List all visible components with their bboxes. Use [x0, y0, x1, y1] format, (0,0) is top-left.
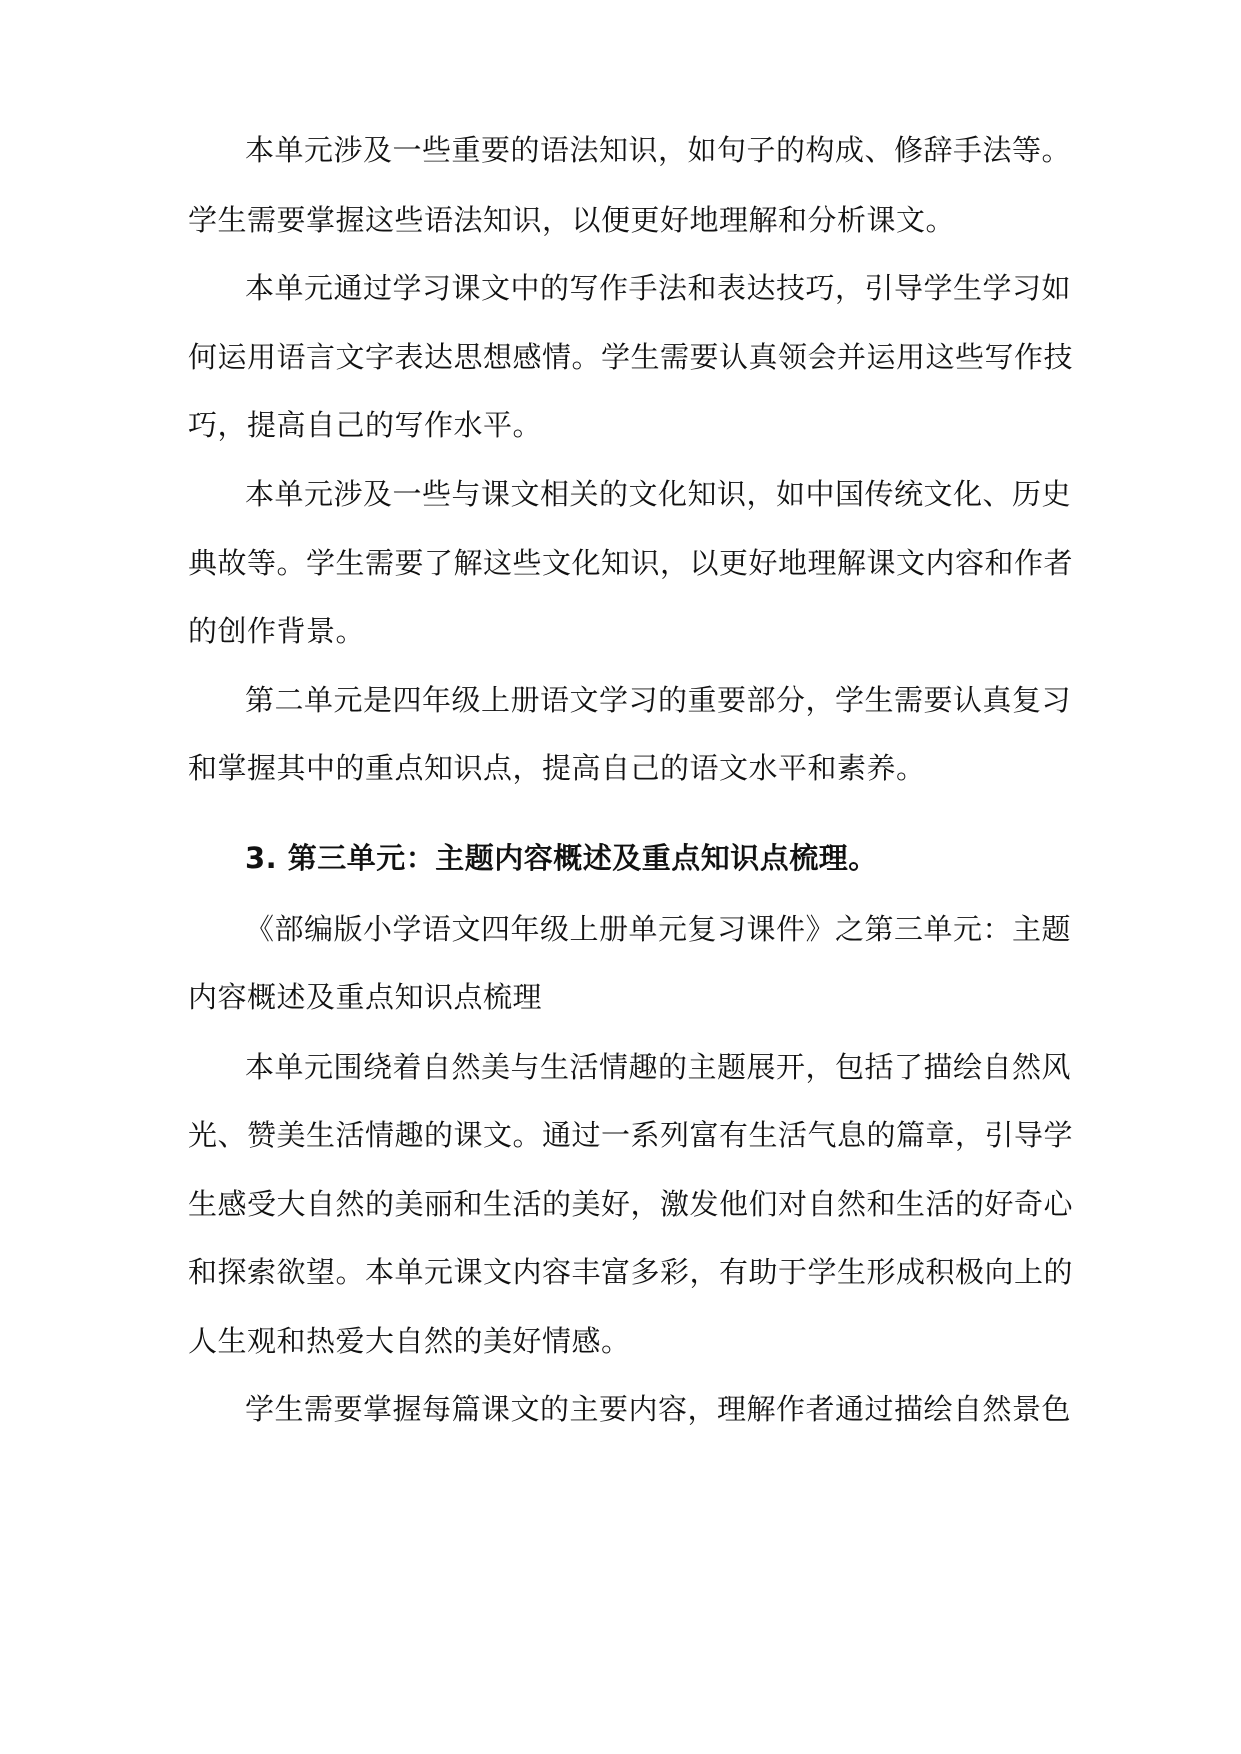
- paragraph-culture-line-1: 本单元涉及一些与课文相关的文化知识，如中国传统文化、历史: [245, 477, 1072, 511]
- paragraph-theme-line-5: 人生观和热爱大自然的美好情感。: [188, 1324, 631, 1358]
- paragraph-intro-line-2: 内容概述及重点知识点梳理: [188, 980, 543, 1014]
- paragraph-intro-line-1: 《部编版小学语文四年级上册单元复习课件》之第三单元：主题: [245, 912, 1072, 946]
- paragraph-writing-line-3: 巧，提高自己的写作水平。: [188, 408, 543, 442]
- paragraph-theme-line-2: 光、赞美生活情趣的课文。通过一系列富有生活气息的篇章，引导学: [188, 1118, 1074, 1152]
- paragraph-theme-line-1: 本单元围绕着自然美与生活情趣的主题展开，包括了描绘自然风: [245, 1050, 1072, 1084]
- paragraph-grammar-line-2: 学生需要掌握这些语法知识，以便更好地理解和分析课文。: [188, 203, 956, 237]
- paragraph-summary-line-1: 第二单元是四年级上册语文学习的重要部分，学生需要认真复习: [245, 683, 1072, 717]
- paragraph-writing-line-2: 何运用语言文字表达思想感情。学生需要认真领会并运用这些写作技: [188, 340, 1074, 374]
- paragraph-culture-line-3: 的创作背景。: [188, 614, 366, 648]
- paragraph-theme-line-3: 生感受大自然的美丽和生活的美好，激发他们对自然和生活的好奇心: [188, 1187, 1074, 1221]
- paragraph-writing-line-1: 本单元通过学习课文中的写作手法和表达技巧，引导学生学习如: [245, 271, 1072, 305]
- section-heading: 3. 第三单元：主题内容概述及重点知识点梳理。: [245, 841, 878, 875]
- paragraph-summary-line-2: 和掌握其中的重点知识点，提高自己的语文水平和素养。: [188, 751, 926, 785]
- paragraph-culture-line-2: 典故等。学生需要了解这些文化知识，以更好地理解课文内容和作者: [188, 546, 1074, 580]
- paragraph-mastery-line-1: 学生需要掌握每篇课文的主要内容，理解作者通过描绘自然景色: [245, 1392, 1072, 1426]
- paragraph-grammar-line-1: 本单元涉及一些重要的语法知识，如句子的构成、修辞手法等。: [245, 133, 1072, 167]
- paragraph-theme-line-4: 和探索欲望。本单元课文内容丰富多彩，有助于学生形成积极向上的: [188, 1255, 1074, 1289]
